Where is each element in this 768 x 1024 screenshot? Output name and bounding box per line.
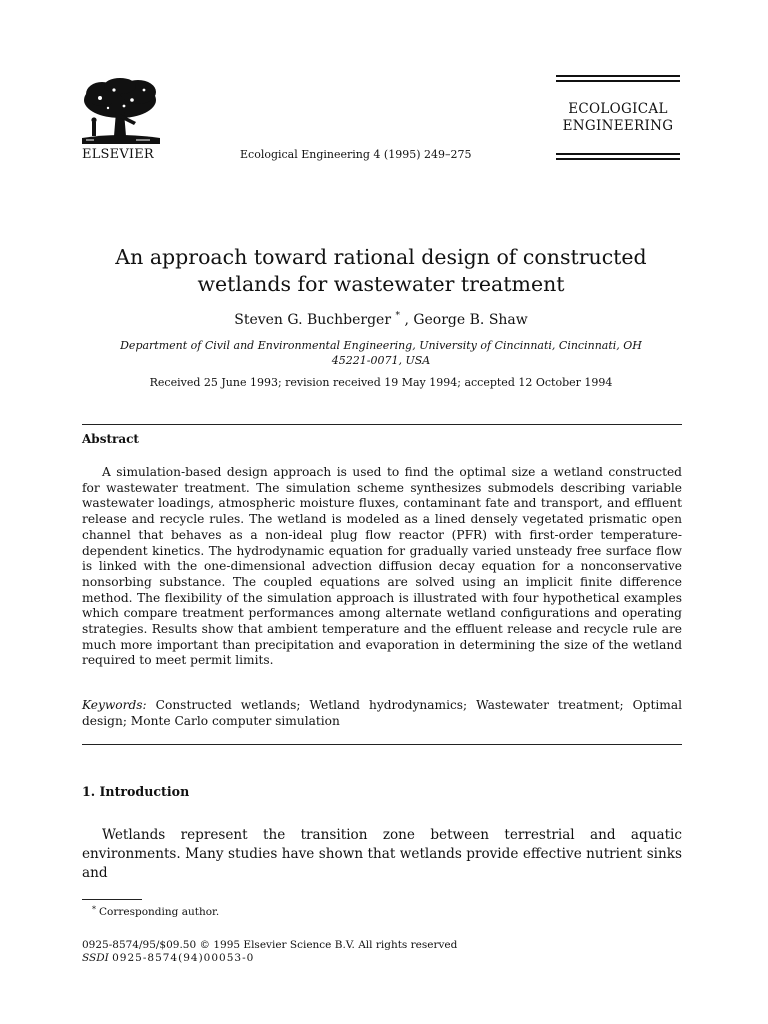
journal-name-line1: ECOLOGICAL — [568, 101, 668, 117]
keywords — [82, 698, 682, 729]
journal-masthead — [556, 75, 680, 161]
ssdi-label: SSDI — [82, 952, 109, 964]
author-list — [80, 311, 682, 328]
copyright-line: 0925-8574/95/$09.50 © 1995 Elsevier Science B.V. All rights reserved — [82, 939, 458, 951]
author-name: Steven G. Buchberger — [234, 312, 392, 328]
ssdi-code: 0925-8574(94)00053-0 — [112, 952, 255, 964]
keywords-label: Keywords: — [82, 698, 147, 712]
section-text: Wetlands represent the transition zone between terrestrial and aquatic environments. Many studies have shown that wetlands provide effective nutrient sinks and — [82, 827, 682, 881]
journal-name — [556, 101, 680, 135]
received-dates: Received 25 June 1993; revision received 19 May 1994; accepted 12 October 1994 — [149, 376, 613, 389]
author-name: , George B. Shaw — [404, 312, 528, 328]
journal-citation: Ecological Engineering 4 (1995) 249–275 — [240, 148, 472, 161]
masthead-rule-top-2 — [556, 80, 680, 82]
corresponding-author-mark: * — [395, 311, 400, 321]
footnote-mark: * — [92, 905, 96, 914]
tree-icon — [80, 78, 162, 144]
author-affiliation: Department of Civil and Environmental Engineering, University of Cincinnati, Cincinnati, OH 45221-0071, USA — [120, 339, 642, 367]
article-title: An approach toward rational design of constructed wetlands for wastewater treatment — [115, 245, 647, 296]
footnote — [92, 905, 219, 918]
keywords-list: Constructed wetlands; Wetland hydrodynamics; Wastewater treatment; Optimal design; Monte Carlo computer simulation — [82, 698, 682, 728]
divider — [82, 424, 682, 425]
abstract-text: A simulation-based design approach is used to find the optimal size a wetland constructed for wastewater treatment. The simulation scheme synthesizes submodels describing variable wastewater loadings, atmospheric moisture fluxes, contaminant fate and transport, and effluent release and recycle rules. The wetland is modeled as a lined densely vegetated prismatic open channel that behaves as a non-ideal plug flow reactor (PFR) with first-order temperature-dependent kinetics. The hydrodynamic equation for gradually varied unsteady free surface flow is linked with the one-dimensional advection diffusion decay equation for a nonconservative nonsorbing substance. The coupled equations are solved using an implicit finite difference method. The flexibility of the simulation approach is illustrated with four hypothetical examples which compare treatment performances among alternate wetland configurations and operating strategies. Results show that ambient temperature and the effluent release and recycle rule are much more important than precipitation and evaporation in determining the size of the wetland required to meet permit limits. — [82, 465, 682, 668]
ssdi-line — [82, 952, 254, 964]
footnote-rule — [82, 899, 142, 900]
section-heading: 1. Introduction — [82, 784, 190, 799]
abstract-heading: Abstract — [82, 432, 139, 446]
footnote-text: Corresponding author. — [99, 906, 220, 918]
divider — [82, 744, 682, 745]
masthead-rule-top — [556, 75, 680, 77]
publisher-name: ELSEVIER — [82, 147, 154, 162]
journal-name-line2: ENGINEERING — [562, 118, 674, 134]
masthead-rule-bottom — [556, 153, 680, 155]
masthead-rule-bottom-2 — [556, 158, 680, 160]
